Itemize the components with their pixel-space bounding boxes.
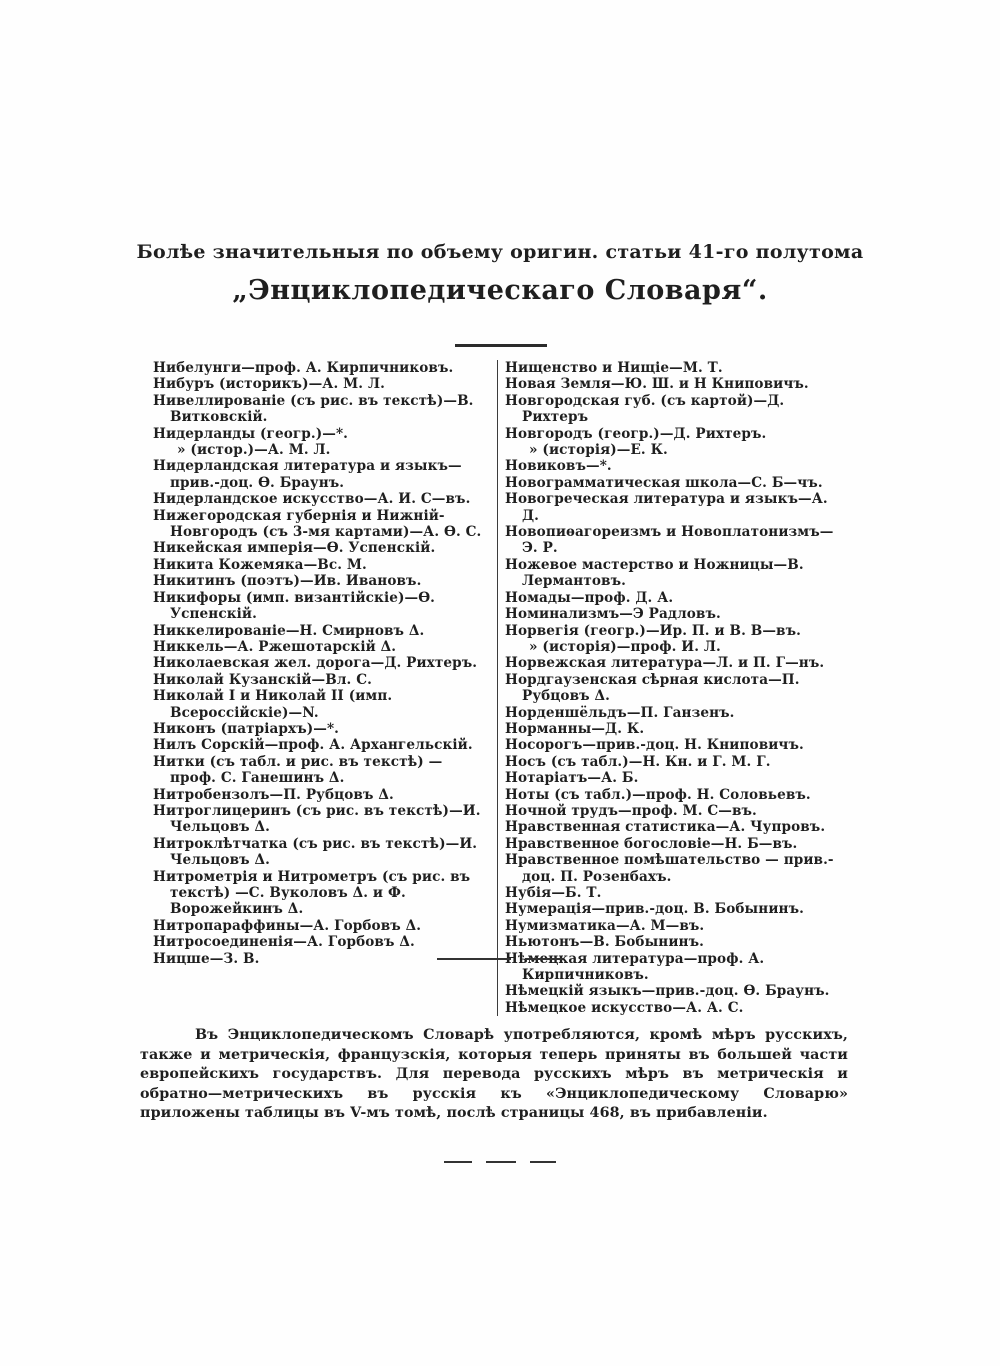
list-item: Норвегія (геогр.)—Ир. П. и В. В—въ. [505, 622, 801, 639]
list-item: Никифоры (имп. византійскіе)—Ѳ. Успенскій. [153, 589, 435, 623]
section-divider-top [0, 958, 1000, 960]
list-item: Новопиѳагореизмъ и Новоплатонизмъ—Э. Р. [505, 524, 834, 557]
list-item: Николаевская жел. дорога—Д. Рихтеръ. [153, 655, 478, 672]
list-item: Ноты (съ табл.)—проф. Н. Соловьевъ. [505, 786, 811, 803]
divider-dash [444, 1161, 472, 1163]
list-item: Нивеллированіе (съ рис. въ текстѣ)—В. Витковскій. [153, 392, 474, 426]
list-item: Нитробензолъ—П. Рубцовъ Δ. [153, 786, 394, 803]
divider-dash [525, 958, 563, 960]
list-item: Николай I и Николай II (имп. Всероссійскіе)—N. [153, 688, 393, 721]
list-item: Нибелунги—проф. А. Кирпичниковъ. [153, 360, 454, 376]
list-item: Нравственная статистика—А. Чупровъ. [505, 819, 826, 836]
list-item: Нитки (съ табл. и рис. въ текстѣ) — проф. С. Ганешинъ Δ. [153, 753, 443, 787]
list-item: Носъ (съ табл.)—Н. Кн. и Г. М. Г. [505, 753, 771, 770]
list-item: » (истор.)—А. М. Л. [177, 442, 331, 459]
title-underline [455, 344, 547, 347]
list-item: » (исторія)—проф. И. Л. [529, 638, 721, 655]
list-item: Номинализмъ—Э Радловъ. [505, 606, 721, 623]
list-item: Новогреческая литература и языкъ—А. Д. [505, 491, 828, 524]
list-item: Нидерландская литература и языкъ—прив.-доц. Ѳ. Браунъ. [153, 458, 462, 491]
list-item: Нищенство и Нищіе—М. Т. [505, 360, 723, 376]
list-item: Нотаріатъ—А. Б. [505, 770, 639, 787]
list-item: Новиковъ—*. [505, 458, 612, 475]
list-item: Ньютонъ—В. Бобынинъ. [505, 934, 704, 951]
list-item: Никкелированіе—Н. Смирновъ Δ. [153, 622, 425, 639]
list-item: Никейская имперія—Ѳ. Успенскій. [153, 540, 436, 557]
list-item: Нравственное помѣшательство — прив.-доц. П. Розенбахъ. [505, 852, 834, 885]
list-item: Нумерація—прив.-доц. В. Бобынинъ. [505, 901, 804, 918]
list-item: Нилъ Сорскій—проф. А. Архангельскій. [153, 737, 473, 754]
list-item: Николай Кузанскій—Вл. С. [153, 671, 372, 688]
list-item: Носорогъ—прив.-доц. Н. Книповичъ. [505, 737, 804, 754]
divider-dash [530, 1161, 556, 1163]
list-item: Никитинъ (поэтъ)—Ив. Ивановъ. [153, 573, 422, 590]
list-item: Нумизматика—А. М—въ. [505, 917, 705, 934]
page-title-line2: „Энциклопедическаго Словаря“. [232, 275, 768, 306]
list-item: Никкель—А. Ржешотарскій Δ. [153, 638, 397, 655]
list-item: Ницше—З. В. [153, 950, 260, 967]
list-item: Нордгаузенская сѣрная кислота—П. Рубцовъ Δ. [505, 671, 800, 705]
list-item: Ночной трудъ—проф. М. С—въ. [505, 802, 757, 819]
list-item: Нижегородская губернія и Нижній-Новгородъ (съ 3-мя картами)—А. Ѳ. С. [153, 507, 482, 541]
divider-dash [437, 958, 511, 960]
list-item: » (исторія)—Е. К. [529, 442, 668, 459]
list-item: Норманны—Д. К. [505, 720, 645, 737]
list-item: Нидерланды (геогр.)—*. [153, 425, 349, 442]
list-item: Нѣмецкое искусство—А. А. С. [505, 999, 744, 1016]
column-right [498, 360, 842, 1016]
list-item: Нитроглицеринъ (съ рис. въ текстѣ)—И. Чельцовъ Δ. [153, 802, 481, 836]
list-item: Новгородъ (геогр.)—Д. Рихтеръ. [505, 425, 767, 442]
page-header [0, 241, 1000, 306]
list-item: Нитропараффины—А. Горбовъ Δ. [153, 917, 422, 934]
list-item: Никита Кожемяка—Вс. М. [153, 556, 367, 573]
list-item: Норвежская литература—Л. и П. Г—нъ. [505, 655, 825, 672]
footer-paragraph: Въ Энциклопедическомъ Словарѣ употребляются, кромѣ мѣръ русскихъ, также и метрическія, французскія, которыя теперь приняты въ большей части европейскихъ государствъ. Для перевода русскихъ мѣръ въ метрическія и обратно—метрическихъ въ русскія къ «Энциклопедическому Словарю» приложены таблицы въ V-мъ томѣ, послѣ страницы 468, въ прибавленіи. [140, 1027, 848, 1121]
list-item: Нидерландское искусство—А. И. С—въ. [153, 491, 471, 508]
divider-dash [486, 1161, 516, 1163]
list-item: Нитрометрія и Нитрометръ (съ рис. въ текстѣ) —С. Вуколовъ Δ. и Ф. Ворожейкинъ Δ. [153, 868, 471, 918]
column-left [153, 360, 497, 1016]
list-item: Нубія—Б. Т. [505, 885, 602, 901]
list-item: Новгородская губ. (съ картой)—Д. Рихтеръ [505, 392, 785, 426]
list-item: Нравственное богословіе—Н. Б—въ. [505, 835, 798, 852]
list-item: Ножевое мастерство и Ножницы—В. Лермантовъ. [505, 556, 804, 590]
list-item: Никонъ (патріархъ)—*. [153, 720, 340, 737]
list-item: Нибуръ (историкъ)—А. М. Л. [153, 376, 385, 393]
page-title-line1: Болѣе значительныя по объему оригин. статьи 41-го полутома [136, 241, 864, 263]
list-item: Нитросоединенія—А. Горбовъ Δ. [153, 934, 415, 951]
list-item: Нѣмецкая литература—проф. А. Кирпичниковъ. [505, 950, 765, 984]
list-item: Новограмматическая школа—С. Б—чъ. [505, 474, 823, 491]
list-item: Норденшёльдъ—П. Ганзенъ. [505, 704, 735, 721]
list-item: Нитроклѣтчатка (съ рис. въ текстѣ)—И. Чельцовъ Δ. [153, 835, 478, 869]
list-item: Новая Земля—Ю. Ш. и Н Книповичъ. [505, 376, 809, 393]
section-divider-bottom [0, 1161, 1000, 1163]
list-item: Нѣмецкій языкъ—прив.-доц. Ѳ. Браунъ. [505, 983, 830, 1000]
list-item: Номады—проф. Д. А. [505, 589, 674, 606]
article-index [153, 360, 849, 1016]
